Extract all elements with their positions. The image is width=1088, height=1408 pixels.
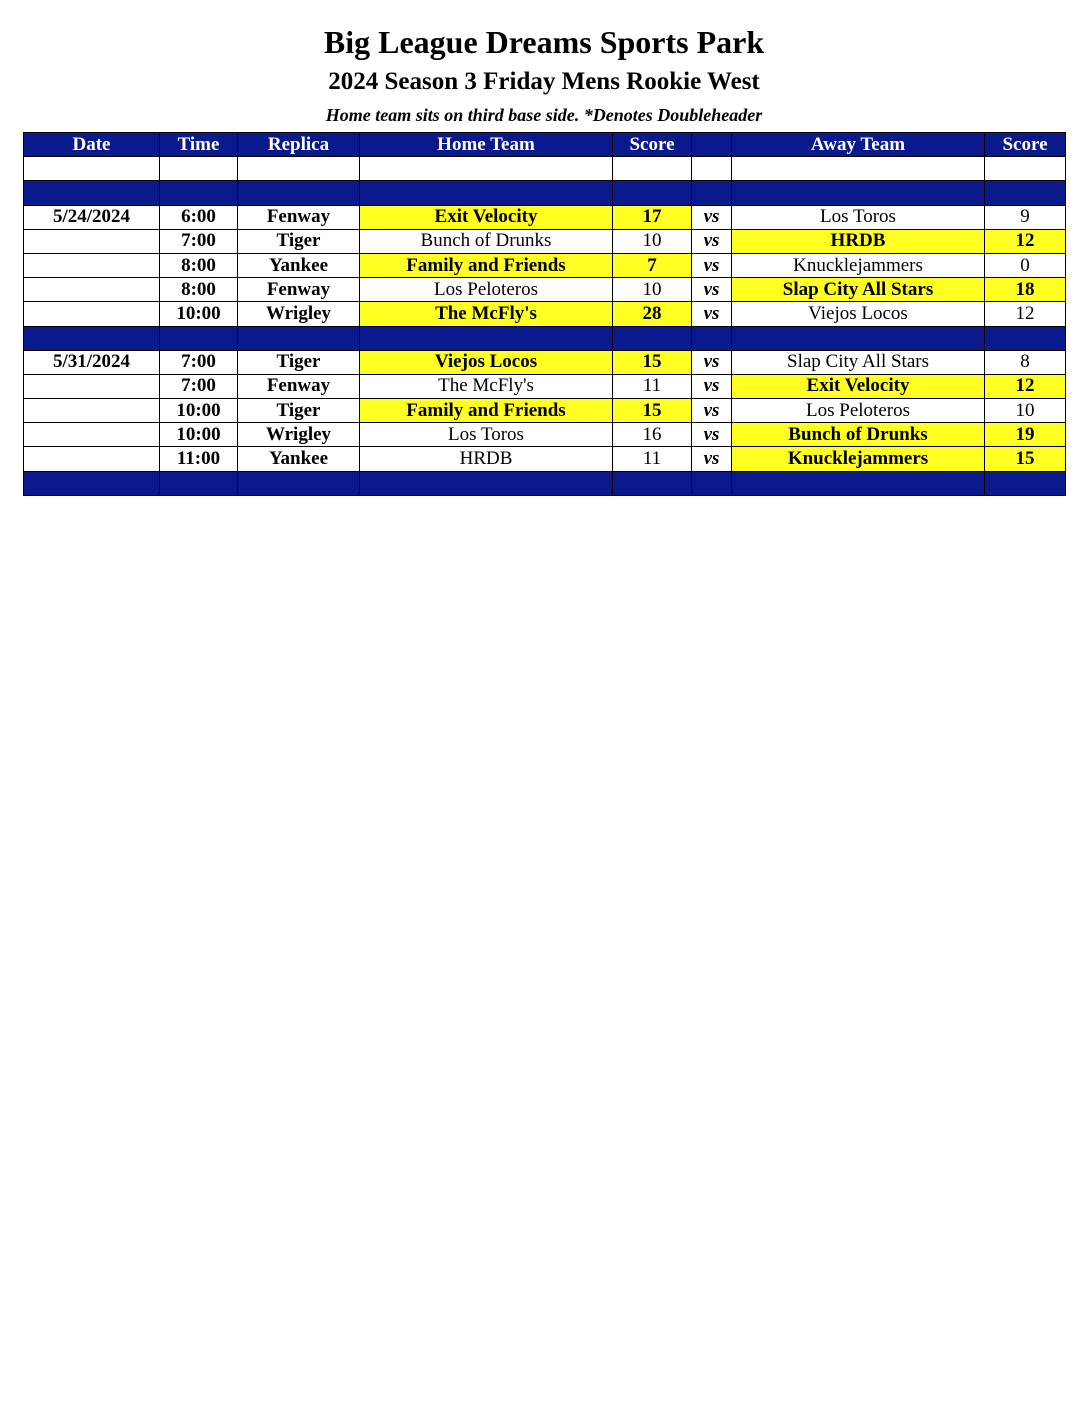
col-header-home-score: Score [613,133,692,157]
schedule-body [24,157,1066,496]
away-team-cell: Los Toros [732,205,985,229]
empty-cell [238,181,360,205]
away-team-cell: Slap City All Stars [732,278,985,302]
empty-cell [692,181,732,205]
vs-cell: vs [692,399,732,423]
game-row [24,399,1066,423]
date-cell [24,229,160,253]
col-header-vs [692,133,732,157]
away-score-cell: 10 [985,399,1066,423]
time-cell: 6:00 [160,205,238,229]
home-score-cell: 10 [613,229,692,253]
empty-cell [732,157,985,181]
empty-cell [160,326,238,350]
game-row [24,229,1066,253]
empty-cell [692,326,732,350]
away-score-cell: 19 [985,423,1066,447]
separator-row [24,471,1066,495]
empty-cell [160,181,238,205]
empty-cell [160,157,238,181]
game-row [24,278,1066,302]
home-team-cell: Exit Velocity [360,205,613,229]
date-cell [24,399,160,423]
replica-cell: Wrigley [238,423,360,447]
vs-cell: vs [692,374,732,398]
empty-cell [613,471,692,495]
col-header-time: Time [160,133,238,157]
empty-cell [692,157,732,181]
away-score-cell: 18 [985,278,1066,302]
separator-row [24,181,1066,205]
time-cell: 8:00 [160,278,238,302]
page-subtitle: 2024 Season 3 Friday Mens Rookie West [328,68,760,95]
away-team-cell: Viejos Locos [732,302,985,326]
blank-row [24,157,1066,181]
away-team-cell: Knucklejammers [732,253,985,277]
game-row [24,302,1066,326]
home-team-cell: The McFly's [360,374,613,398]
replica-cell: Tiger [238,399,360,423]
replica-cell: Fenway [238,278,360,302]
schedule-table [23,132,1066,496]
empty-cell [732,326,985,350]
home-score-cell: 11 [613,374,692,398]
date-cell [24,278,160,302]
vs-cell: vs [692,350,732,374]
date-cell [24,302,160,326]
home-team-cell: The McFly's [360,302,613,326]
home-score-cell: 10 [613,278,692,302]
home-team-cell: Family and Friends [360,399,613,423]
replica-cell: Wrigley [238,302,360,326]
empty-cell [24,157,160,181]
time-cell: 7:00 [160,229,238,253]
empty-cell [613,326,692,350]
vs-cell: vs [692,302,732,326]
game-row [24,205,1066,229]
schedule-note: Home team sits on third base side. *Denotes Doubleheader [325,105,763,125]
page-title: Big League Dreams Sports Park [323,24,765,60]
home-score-cell: 11 [613,447,692,471]
home-score-cell: 17 [613,205,692,229]
away-score-cell: 0 [985,253,1066,277]
empty-cell [613,157,692,181]
empty-cell [692,471,732,495]
home-team-cell: Family and Friends [360,253,613,277]
vs-cell: vs [692,447,732,471]
col-header-away-team: Away Team [732,133,985,157]
vs-cell: vs [692,253,732,277]
time-cell: 10:00 [160,399,238,423]
away-score-cell: 12 [985,374,1066,398]
home-score-cell: 7 [613,253,692,277]
empty-cell [360,326,613,350]
col-header-date: Date [24,133,160,157]
away-team-cell: Slap City All Stars [732,350,985,374]
away-team-cell: HRDB [732,229,985,253]
empty-cell [732,181,985,205]
replica-cell: Yankee [238,447,360,471]
col-header-home-team: Home Team [360,133,613,157]
empty-cell [360,157,613,181]
empty-cell [732,471,985,495]
vs-cell: vs [692,423,732,447]
game-row [24,447,1066,471]
empty-cell [985,471,1066,495]
empty-cell [160,471,238,495]
home-team-cell: Los Peloteros [360,278,613,302]
header-row [24,133,1066,157]
empty-cell [985,181,1066,205]
replica-cell: Tiger [238,350,360,374]
time-cell: 8:00 [160,253,238,277]
time-cell: 7:00 [160,374,238,398]
empty-cell [985,326,1066,350]
empty-cell [238,471,360,495]
home-score-cell: 15 [613,350,692,374]
separator-row [24,326,1066,350]
away-score-cell: 12 [985,229,1066,253]
date-cell [24,423,160,447]
away-team-cell: Bunch of Drunks [732,423,985,447]
date-cell [24,374,160,398]
game-row [24,253,1066,277]
game-row [24,350,1066,374]
away-team-cell: Exit Velocity [732,374,985,398]
empty-cell [985,157,1066,181]
away-score-cell: 8 [985,350,1066,374]
replica-cell: Tiger [238,229,360,253]
col-header-away-score: Score [985,133,1066,157]
home-score-cell: 15 [613,399,692,423]
empty-cell [360,471,613,495]
replica-cell: Fenway [238,374,360,398]
vs-cell: vs [692,229,732,253]
time-cell: 10:00 [160,423,238,447]
home-team-cell: Los Toros [360,423,613,447]
vs-cell: vs [692,278,732,302]
away-team-cell: Knucklejammers [732,447,985,471]
empty-cell [24,471,160,495]
home-score-cell: 16 [613,423,692,447]
time-cell: 11:00 [160,447,238,471]
away-score-cell: 9 [985,205,1066,229]
empty-cell [24,326,160,350]
date-cell [24,253,160,277]
home-team-cell: Bunch of Drunks [360,229,613,253]
away-score-cell: 12 [985,302,1066,326]
replica-cell: Yankee [238,253,360,277]
game-row [24,374,1066,398]
date-cell: 5/24/2024 [24,205,160,229]
empty-cell [360,181,613,205]
home-team-cell: Viejos Locos [360,350,613,374]
away-score-cell: 15 [985,447,1066,471]
empty-cell [238,326,360,350]
col-header-replica: Replica [238,133,360,157]
time-cell: 10:00 [160,302,238,326]
empty-cell [238,157,360,181]
game-row [24,423,1066,447]
away-team-cell: Los Peloteros [732,399,985,423]
date-cell: 5/31/2024 [24,350,160,374]
empty-cell [24,181,160,205]
date-cell [24,447,160,471]
home-team-cell: HRDB [360,447,613,471]
replica-cell: Fenway [238,205,360,229]
vs-cell: vs [692,205,732,229]
home-score-cell: 28 [613,302,692,326]
empty-cell [613,181,692,205]
time-cell: 7:00 [160,350,238,374]
